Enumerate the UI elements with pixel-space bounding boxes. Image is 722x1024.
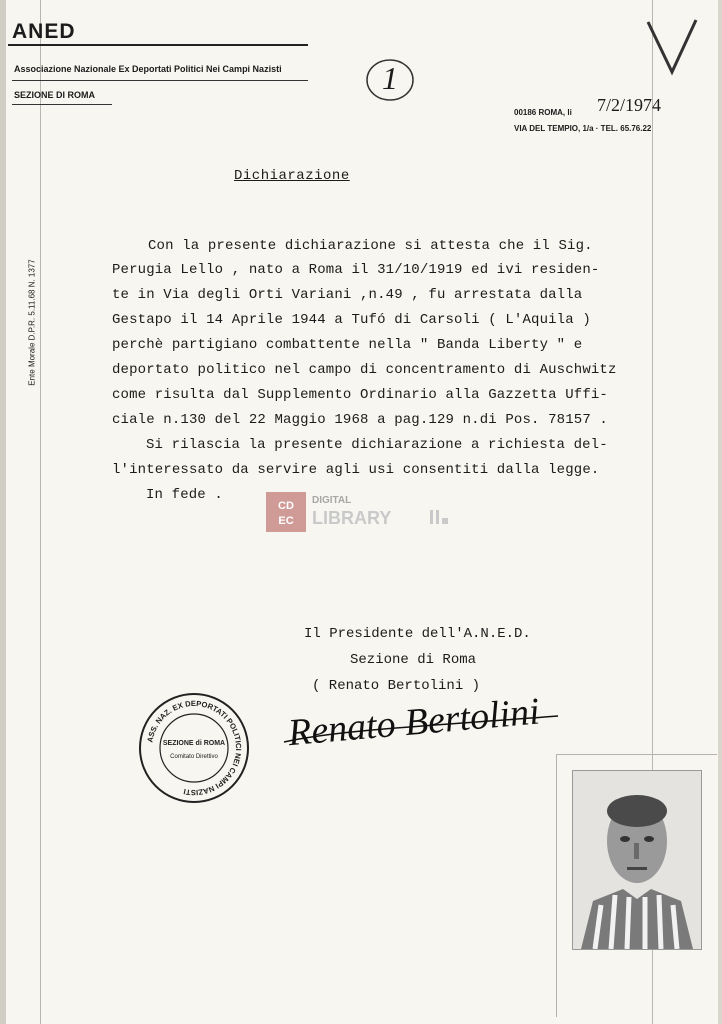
- body-line: te in Via degli Orti Variani ,n.49 , fu arrestata dalla: [112, 287, 583, 303]
- handwritten-signature: [278, 686, 568, 756]
- body-line: perchè partigiano combattente nella " Banda Liberty " e: [112, 337, 583, 353]
- body-line: Gestapo il 14 Aprile 1944 a Tufó di Carsoli ( L'Aquila ): [112, 312, 591, 328]
- watermark-badge-top: CD: [278, 500, 294, 512]
- stamp-ring-text: ASS. NAZ. EX DEPORTATI POLITICI NEI CAMPI NAZISTI: [145, 698, 244, 798]
- portrait-image: [573, 771, 701, 949]
- body-line: Si rilascia la presente dichiarazione a richiesta del-: [146, 437, 608, 453]
- section-name: SEZIONE DI ROMA: [14, 90, 96, 100]
- address-city: 00186 ROMA, li: [514, 108, 572, 117]
- body-line: Con la presente dichiarazione si attesta che il Sig.: [148, 238, 593, 254]
- body-line: In fede .: [146, 487, 223, 503]
- body-line: Perugia Lello , nato a Roma il 31/10/1919 ed ivi residen-: [112, 262, 600, 278]
- watermark-badge-bottom: EC: [278, 515, 294, 527]
- signature-script: Renato Bertolini: [286, 690, 542, 755]
- side-registration-note: Ente Morale D.P.R. 5.11.68 N. 1377: [27, 259, 37, 386]
- signature-section: Sezione di Roma: [350, 652, 477, 668]
- association-name: Associazione Nazionale Ex Deportati Politici Nei Campi Nazisti: [14, 64, 282, 74]
- body-line: l'interessato da servire agli usi consentiti dalla legge.: [112, 462, 600, 478]
- body-line: ciale n.130 del 22 Maggio 1968 a pag.129 n.di Pos. 78157 .: [112, 412, 608, 428]
- letterhead-rule: [8, 44, 308, 46]
- margin-rule-left: [40, 0, 41, 1024]
- digital-library-watermark: [264, 490, 464, 534]
- watermark-graphic: [264, 490, 464, 534]
- scan-edge-right: [718, 0, 722, 1024]
- document-title: Dichiarazione: [234, 168, 350, 184]
- section-rule: [12, 104, 112, 105]
- stamp-center-line1: SEZIONE di ROMA: [162, 740, 226, 747]
- scan-edge-left: [0, 0, 6, 1024]
- page-number: [364, 56, 416, 104]
- body-line: deportato politico nel campo di concentramento di Auschwitz: [112, 362, 617, 378]
- address-street: VIA DEL TEMPIO, 1/a · TEL. 65.76.22: [514, 124, 652, 133]
- watermark-word-2: LIBRARY: [312, 508, 392, 528]
- stamp-center-line2: Comitato Direttivo: [170, 754, 218, 760]
- letter-date: 7/2/1974: [597, 95, 662, 115]
- association-rule: [12, 80, 308, 81]
- watermark-word-1: DIGITAL: [312, 495, 352, 506]
- official-stamp: [138, 692, 250, 804]
- checkmark-icon: [644, 16, 700, 78]
- signature-title: Il Presidente dell'A.N.E.D.: [304, 626, 531, 642]
- letterhead-logo: ANED: [12, 20, 76, 43]
- body-line: come risulta dal Supplemento Ordinario alla Gazzetta Uffi-: [112, 387, 608, 403]
- page-number-text: 1: [382, 60, 398, 96]
- portrait-photo: [572, 770, 702, 950]
- signature-name: ( Renato Bertolini ): [312, 678, 481, 694]
